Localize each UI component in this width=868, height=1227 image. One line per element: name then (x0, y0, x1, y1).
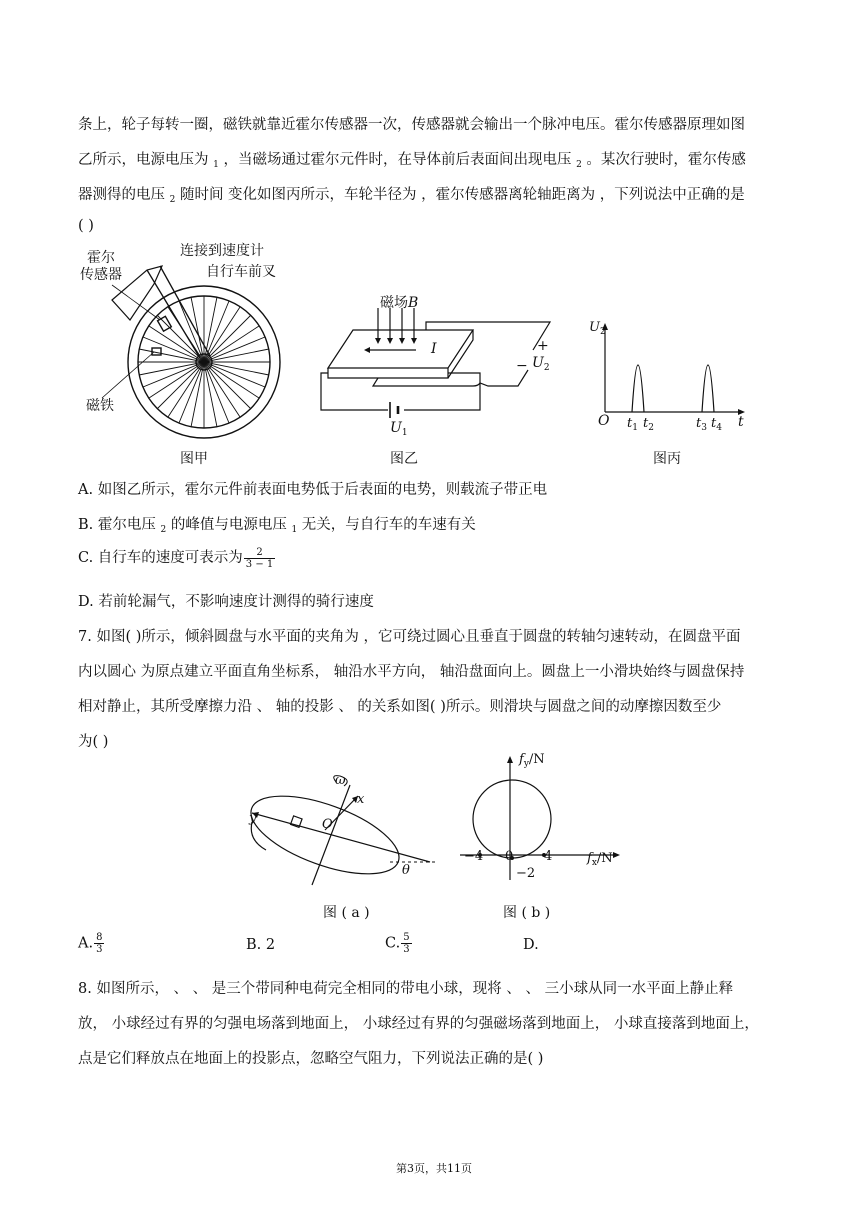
q6-line-3 (78, 183, 745, 205)
caption-b: 图 ( b ) (503, 905, 551, 921)
q6-line-2-sub2: 2 (576, 160, 582, 170)
q6-option-c-fraction (244, 547, 275, 570)
label-fy-unit: /N (528, 752, 545, 767)
label-U2-yi-main: U (532, 355, 544, 371)
label-t3 (696, 416, 707, 433)
page-footer: 第3页，共11页 (396, 1162, 472, 1175)
q7-line-2: 内以圆心 为原点建立平面直角坐标系， 轴沿水平方向， 轴沿盘面向上。圆盘上一小滑块始终与圆盘保持 (78, 664, 745, 680)
label-t2-main: t (643, 416, 649, 431)
caption-a: 图 ( a ) (323, 905, 370, 921)
label-t1-sub: 1 (632, 423, 638, 433)
label-t4 (711, 416, 722, 433)
label-U1-yi-main: U (390, 420, 402, 436)
label-plus: + (537, 338, 549, 354)
label-x-axis: x (357, 792, 365, 807)
label-hall-sensor (80, 250, 122, 284)
q7-option-d: D. (523, 937, 539, 953)
q7-option-c-numerator: 5 (403, 932, 410, 943)
caption-jia: 图甲 (180, 451, 208, 467)
q7-option-a (78, 932, 104, 955)
label-t4-sub: 4 (716, 423, 722, 433)
caption-yi: 图乙 (390, 451, 418, 467)
q6-line-1: 条上，轮子每转一圈，磁铁就靠近霍尔传感器一次，传感器就会输出一个脉冲电压。霍尔传感器原理如图 (78, 117, 745, 133)
label-omega: ω (335, 773, 346, 788)
label-y-axis: y (249, 811, 257, 826)
q6-option-c-numerator: 2 (244, 547, 275, 559)
q6-line-3-sub: 2 (169, 195, 176, 205)
q6-option-d: D. 若前轮漏气，不影响速度计测得的骑行速度 (78, 594, 374, 610)
q6-line-4: ( ) (78, 218, 94, 234)
q6-line-2-c: 。某次行驶时，霍尔传感 (586, 152, 746, 168)
figure-a-tilted-disk (240, 770, 440, 900)
label-fy-sub: y (523, 759, 529, 769)
label-field-text: 磁场 (380, 295, 408, 311)
q6-line-3-b: 随时间 变化如图丙所示，车轮半径为 ，霍尔传感器离轮轴距离为 ，下列说法中正确的是 (179, 187, 745, 203)
label-connect-speedometer: 连接到速度计 (180, 243, 264, 259)
q8-line-1: 8. 如图所示， 、 、 是三个带同种电荷完全相同的带电小球，现将 、 、 三小球从同一水平面上静止释 (78, 981, 734, 997)
label-sensor: 传感器 (80, 267, 122, 283)
label-fy-axis (519, 752, 545, 769)
label-fx-sub: x (591, 858, 597, 868)
label-magnet: 磁铁 (86, 398, 114, 414)
label-minus: − (516, 358, 528, 374)
label-t1-main: t (627, 416, 633, 431)
label-current-I: I (431, 341, 437, 357)
q7-option-b: B. 2 (246, 937, 276, 953)
label-fx-main: f (587, 851, 592, 866)
label-hall: 霍尔 (87, 250, 115, 266)
label-U2-yi (532, 355, 550, 373)
label-magnetic-field (380, 292, 418, 312)
label-U1-yi-sub: 1 (401, 428, 408, 438)
q6-option-b (78, 513, 476, 535)
q7-option-c-label: C. (385, 935, 401, 952)
q6-option-c-text: C. 自行车的速度可表示为 (78, 550, 243, 566)
label-U1-yi (390, 420, 408, 438)
q6-option-b-sub1: 2 (160, 525, 167, 535)
label-t3-sub: 3 (701, 423, 707, 433)
caption-bing: 图丙 (653, 451, 681, 467)
q6-option-b-b: 的峰值与电源电压 (170, 517, 287, 533)
label-U2-bing-sub: 2 (599, 327, 606, 337)
label-origin-O: O (598, 413, 610, 429)
q6-option-c-denominator: 3 − 1 (245, 558, 274, 570)
q6-line-2-sub1: 1 (213, 160, 219, 170)
q6-option-b-c: 无关，与自行车的车速有关 (301, 517, 476, 533)
label-bike-fork: 自行车前叉 (206, 264, 276, 280)
q7-line-1: 7. 如图( )所示，倾斜圆盘与水平面的夹角为 ，它可绕过圆心且垂直于圆盘的转轴匀速转动，在圆盘平面 (78, 629, 741, 645)
figure-bing-pulse-graph (590, 320, 750, 420)
q7-option-a-numerator: 8 (96, 932, 103, 943)
q7-option-a-label: A. (78, 935, 94, 952)
label-theta: θ (402, 863, 410, 878)
q7-line-4: 为( ) (78, 734, 109, 750)
label-U2-yi-sub: 2 (543, 363, 550, 373)
label-t4-main: t (711, 416, 717, 431)
label-tick-0: 0 (505, 849, 514, 864)
q6-option-a: A. 如图乙所示，霍尔元件前表面电势低于后表面的电势，则载流子带正电 (78, 482, 548, 498)
label-U2-bing-main: U (589, 320, 600, 335)
q6-line-2 (78, 148, 746, 170)
label-t2-sub: 2 (648, 423, 654, 433)
q8-line-2: 放， 小球经过有界的匀强电场落到地面上， 小球经过有界的匀强磁场落到地面上， 小球直接落到地面上， (78, 1016, 759, 1032)
q7-option-a-fraction (94, 932, 104, 955)
label-t2 (643, 416, 654, 433)
label-disk-center-O: O (322, 817, 333, 832)
label-fy-main: f (519, 752, 524, 767)
label-tick-minus-2: −2 (516, 866, 536, 881)
q6-line-3-a: 器测得的电压 (78, 187, 165, 203)
label-B: B (408, 295, 419, 311)
q7-option-c (385, 932, 412, 955)
label-tick-4: 4 (544, 849, 553, 864)
label-tick-minus-4: −4 (464, 849, 484, 864)
q7-option-c-denominator: 3 (403, 944, 410, 955)
q6-option-b-a: B. 霍尔电压 (78, 517, 156, 533)
q6-option-b-sub2: 1 (291, 525, 298, 535)
label-t3-main: t (696, 416, 702, 431)
label-fx-axis (587, 851, 613, 868)
label-fx-unit: /N (596, 851, 613, 866)
label-U2-bing (589, 320, 606, 337)
label-t1 (627, 416, 638, 433)
q7-option-a-denominator: 3 (96, 944, 103, 955)
q6-option-c (78, 546, 275, 570)
q6-line-2-a: 乙所示，电源电压为 (78, 152, 209, 168)
label-t-axis: t (738, 414, 744, 430)
q7-option-c-fraction (401, 932, 411, 955)
q7-line-3: 相对静止，其所受摩擦力沿 、 轴的投影 、 的关系如图( )所示。则滑块与圆盘之间的动摩擦因数至少 (78, 699, 722, 715)
q6-line-2-b: ，当磁场通过霍尔元件时，在导体前后表面间出现电压 (223, 152, 572, 168)
q8-line-3: 点是它们释放点在地面上的投影点，忽略空气阻力，下列说法正确的是( ) (78, 1051, 544, 1067)
